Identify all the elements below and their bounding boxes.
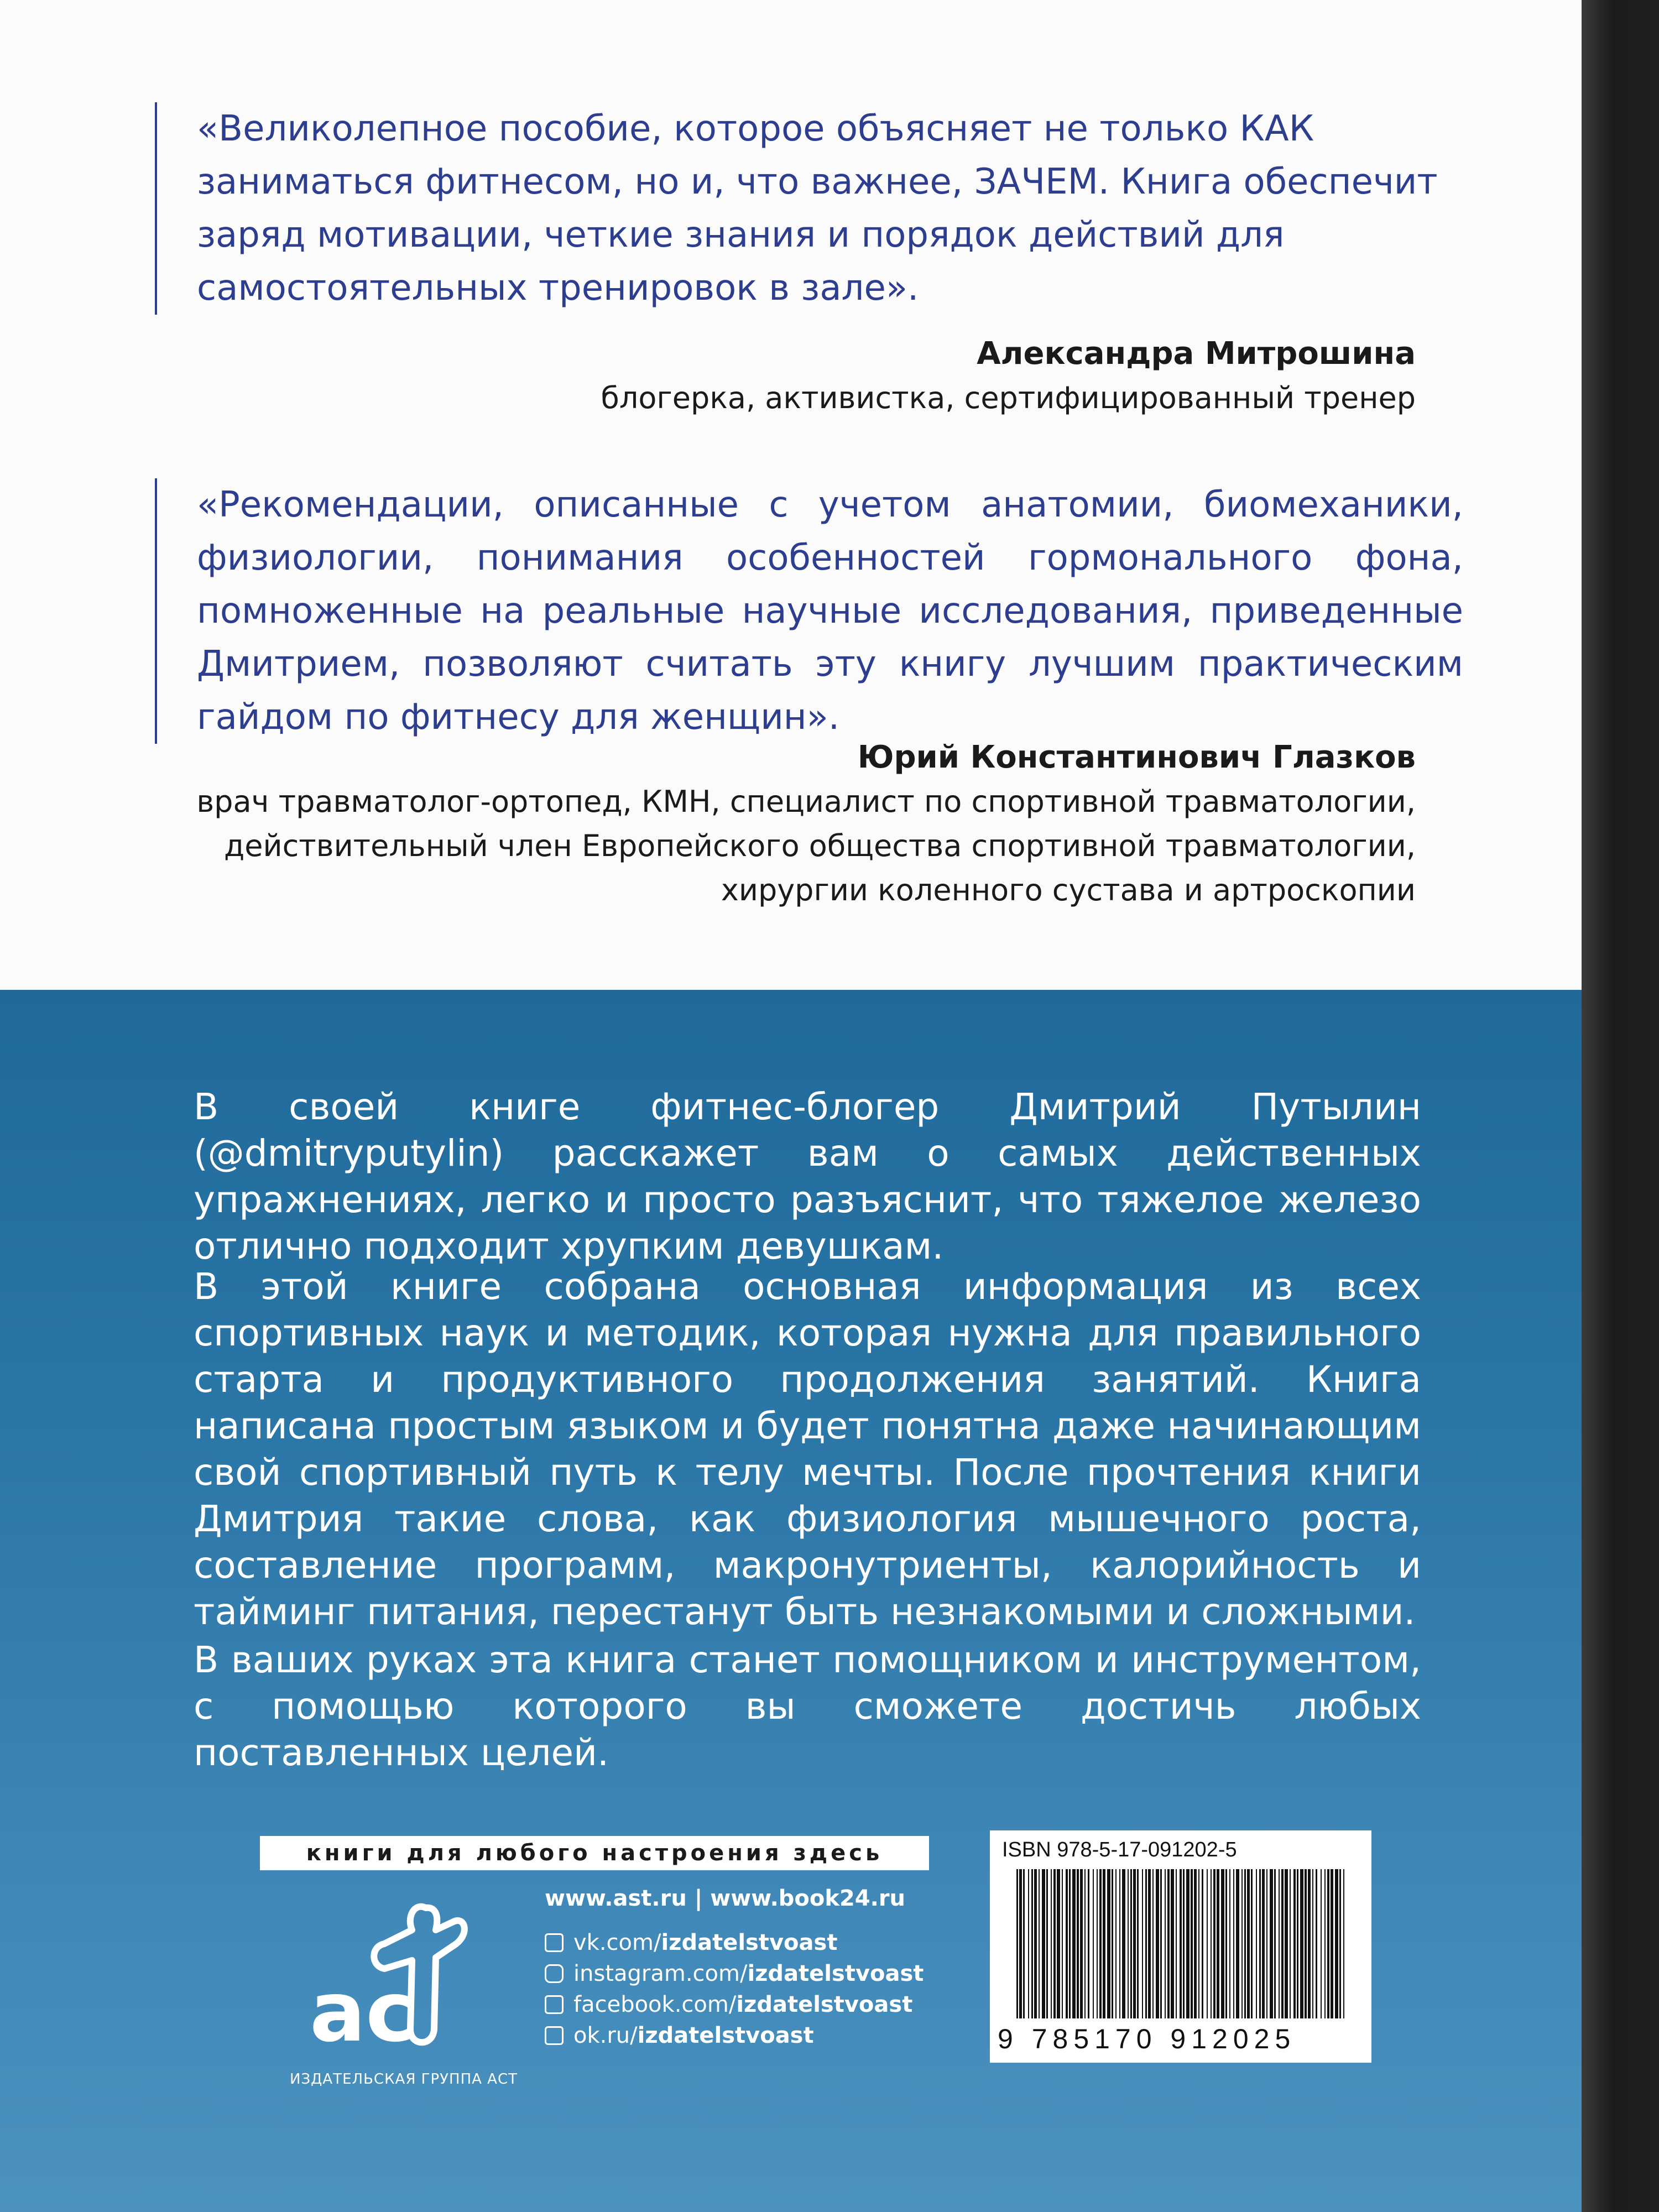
- barcode-bar: [1186, 1869, 1190, 2018]
- barcode-bar: [1023, 1869, 1025, 2018]
- barcode-bar: [1148, 1869, 1151, 2018]
- barcode-bar: [1335, 1869, 1338, 2018]
- review-author-2-role-line: хирургии коленного сустава и артроскопии: [721, 873, 1416, 907]
- barcode-bar: [1211, 1869, 1212, 2018]
- barcode-bar: [1198, 1869, 1199, 2018]
- barcode-bar: [1016, 1869, 1018, 2018]
- barcode-bar: [1122, 1869, 1125, 2018]
- barcode-bar: [1331, 1869, 1333, 2018]
- barcode-bar: [1293, 1869, 1296, 2018]
- isbn-barcode-block: [990, 1830, 1371, 2063]
- barcode-icon: [1012, 1869, 1349, 2035]
- barcode-bar: [1057, 1869, 1060, 2018]
- review-author-2-role-line: действительный член Европейского общества спортивной травматологии,: [223, 828, 1416, 863]
- barcode-bar: [1072, 1869, 1076, 2018]
- barcode-bar: [1191, 1869, 1193, 2018]
- review-author-2-role-line: врач травматолог-ортопед, КМН, специалист по спортивной травматологии,: [196, 784, 1416, 819]
- barcode-bar: [1343, 1869, 1344, 2018]
- barcode-bar: [1152, 1869, 1154, 2018]
- barcode-bar: [1103, 1869, 1105, 2018]
- barcode-bar: [1229, 1869, 1230, 2018]
- barcode-bar: [1039, 1869, 1040, 2018]
- barcode-bar: [1339, 1869, 1341, 2018]
- barcode-bar: [1077, 1869, 1079, 2018]
- barcode-bar: [1305, 1869, 1307, 2018]
- description-paragraph: [194, 1637, 1421, 1776]
- barcode-bar: [1099, 1869, 1102, 2018]
- barcode-bar: [1247, 1869, 1250, 2018]
- barcode-bar: [1145, 1869, 1147, 2018]
- review-author-2-name: Юрий Константинович Глазков: [857, 739, 1416, 775]
- barcode-bar: [1176, 1869, 1177, 2018]
- review-author-2: [196, 735, 1416, 912]
- barcode-bar: [1042, 1869, 1045, 2018]
- barcode-bar: [1244, 1869, 1246, 2018]
- social-link-facebook[interactable]: [545, 1989, 924, 2020]
- barcode-bar: [1316, 1869, 1317, 2018]
- barcode-bar: [1321, 1869, 1322, 2018]
- barcode-bar: [1281, 1869, 1284, 2018]
- barcode-bar: [1167, 1869, 1170, 2018]
- barcode-bar: [1142, 1869, 1143, 2018]
- barcode-bar: [1031, 1869, 1033, 2018]
- barcode-bar: [1093, 1869, 1094, 2018]
- barcode-bar: [1300, 1869, 1303, 2018]
- barcode-bar: [1156, 1869, 1159, 2018]
- barcode-bar: [1256, 1869, 1257, 2018]
- barcode-bar: [1207, 1869, 1208, 2018]
- social-link-handle: izdatelstvoast: [637, 2023, 814, 2048]
- barcode-bar: [1183, 1869, 1185, 2018]
- barcode-bar: [1130, 1869, 1132, 2018]
- barcode-bar: [1285, 1869, 1288, 2018]
- ast-logo-icon: [288, 1891, 509, 2068]
- description-paragraph-text: В ваших руках эта книга станет помощником и инструментом, с помощью которого вы сможете достичь любых поставленных целей.: [194, 1639, 1421, 1774]
- barcode-bar: [1225, 1869, 1227, 2018]
- publisher-websites[interactable]: www.ast.ru | www.book24.ru: [545, 1886, 906, 1911]
- barcode-bar: [1221, 1869, 1224, 2018]
- barcode-bar: [1107, 1869, 1110, 2018]
- barcode-bar: [1217, 1869, 1219, 2018]
- review-author-1-name: Александра Митрошина: [977, 336, 1416, 372]
- barcode-bar: [1062, 1869, 1063, 2018]
- barcode-bar: [1137, 1869, 1139, 2018]
- review-quote-2-text: «Рекомендации, описанные с учетом анатомии, биомеханики, физиологии, понимания особенностей гормонального фона, помноженные на реальные научные исследования, приведенные Дмитрием, позволяют считать эту книгу лучшим практическим гайдом по фитнесу для женщин».: [197, 484, 1463, 738]
- barcode-bar: [1066, 1869, 1068, 2018]
- book-spine-edge: [1582, 0, 1659, 2212]
- publisher-name: ИЗДАТЕЛЬСКАЯ ГРУППА АСТ: [290, 2071, 518, 2088]
- odnoklassniki-icon: [545, 2026, 564, 2045]
- social-link-handle: izdatelstvoast: [661, 1930, 838, 1955]
- review-quote-2: [155, 478, 1463, 744]
- barcode-bar: [1160, 1869, 1162, 2018]
- barcode-bar: [1213, 1869, 1215, 2018]
- review-author-1-role: блогерка, активистка, сертифицированный тренер: [601, 380, 1416, 415]
- social-link-handle: izdatelstvoast: [736, 1992, 913, 2017]
- social-link-prefix: instagram.com/: [573, 1961, 748, 1986]
- barcode-bar: [1080, 1869, 1083, 2018]
- review-quote-1: [155, 102, 1463, 315]
- barcode-bar: [1019, 1869, 1022, 2018]
- description-paragraph: [194, 1264, 1421, 1635]
- social-link-handle: izdatelstvoast: [747, 1961, 924, 1986]
- ast-logo-mark: ac: [310, 1964, 415, 2060]
- barcode-bar: [1233, 1869, 1234, 2018]
- barcode-bar: [1274, 1869, 1276, 2018]
- barcode-bar: [1270, 1869, 1273, 2018]
- barcode-bar: [1241, 1869, 1243, 2018]
- facebook-icon: [545, 1995, 564, 2014]
- social-link-prefix: ok.ru/: [573, 2023, 638, 2048]
- description-paragraph-text: В этой книге собрана основная информация из всех спортивных наук и методик, которая нужна для правильного старта и продуктивного продолжения занятий. Книга написана простым языком и будет понятна даже начинающим свой спортивный путь к телу мечты. После прочтения книги Дмитрия такие слова, как физиология мышечного роста, составление программ, макронутриенты, калорийность и тайминг питания, перестанут быть незнакомыми и сложными.: [194, 1265, 1421, 1633]
- barcode-bar: [1251, 1869, 1253, 2018]
- social-link-prefix: facebook.com/: [573, 1992, 737, 2017]
- barcode-bar: [1028, 1869, 1029, 2018]
- barcode-bar: [1088, 1869, 1089, 2018]
- review-author-1: [601, 332, 1416, 420]
- barcode-bar: [1308, 1869, 1311, 2018]
- barcode-bar: [1266, 1869, 1267, 2018]
- social-link-instagram[interactable]: [545, 1958, 924, 1989]
- barcode-bar: [1327, 1869, 1329, 2018]
- description-paragraph: [194, 1084, 1421, 1270]
- barcode-bar: [1324, 1869, 1326, 2018]
- barcode-bar: [1119, 1869, 1120, 2018]
- description-paragraph-text: В своей книге фитнес-блогер Дмитрий Путылин (@dmitryputylin) расскажет вам о самых действенных упражнениях, легко и просто разъяснит, что тяжелое железо отлично подходит хрупким девушкам.: [194, 1086, 1421, 1267]
- barcode-bar: [1165, 1869, 1166, 2018]
- isbn-label: ISBN 978-5-17-091202-5: [1002, 1838, 1237, 1861]
- publisher-tagline: книги для любого настроения здесь: [260, 1836, 929, 1870]
- barcode-bar: [1046, 1869, 1048, 2018]
- barcode-bar: [1051, 1869, 1052, 2018]
- barcode-bar: [1128, 1869, 1129, 2018]
- barcode-bar: [1034, 1869, 1037, 2018]
- barcode-bar: [1262, 1869, 1265, 2018]
- barcode-bar: [1115, 1869, 1117, 2018]
- barcode-bar: [1133, 1869, 1136, 2018]
- barcode-bar: [1259, 1869, 1261, 2018]
- barcode-bar: [1236, 1869, 1239, 2018]
- review-quote-1-text: «Великолепное пособие, которое объясняет не только КАК заниматься фитнесом, но и, что важнее, ЗАЧЕМ. Книга обеспечит заряд мотивации, четкие знания и порядок действий для самостоятельных тренировок в зале».: [197, 108, 1438, 309]
- barcode-bar: [1180, 1869, 1182, 2018]
- social-link-prefix: vk.com/: [573, 1930, 661, 1955]
- barcode-bar: [1297, 1869, 1298, 2018]
- barcode-bar: [1194, 1869, 1197, 2018]
- barcode-bar: [1171, 1869, 1174, 2018]
- ean-number: 9 785170 912025: [998, 2023, 1296, 2054]
- barcode-bar: [1202, 1869, 1203, 2018]
- barcode-bar: [1312, 1869, 1313, 2018]
- barcode-bar: [1097, 1869, 1098, 2018]
- barcode-bar: [1112, 1869, 1113, 2018]
- vk-icon: [545, 1933, 564, 1952]
- barcode-bar: [1084, 1869, 1086, 2018]
- barcode-bar: [1290, 1869, 1291, 2018]
- instagram-icon: [545, 1964, 564, 1983]
- barcode-bar: [1053, 1869, 1056, 2018]
- social-link-vk[interactable]: [545, 1927, 924, 1958]
- barcode-bar: [1069, 1869, 1071, 2018]
- social-links: [545, 1927, 924, 2051]
- social-link-odnoklassniki[interactable]: [545, 2020, 924, 2051]
- barcode-bar: [1279, 1869, 1280, 2018]
